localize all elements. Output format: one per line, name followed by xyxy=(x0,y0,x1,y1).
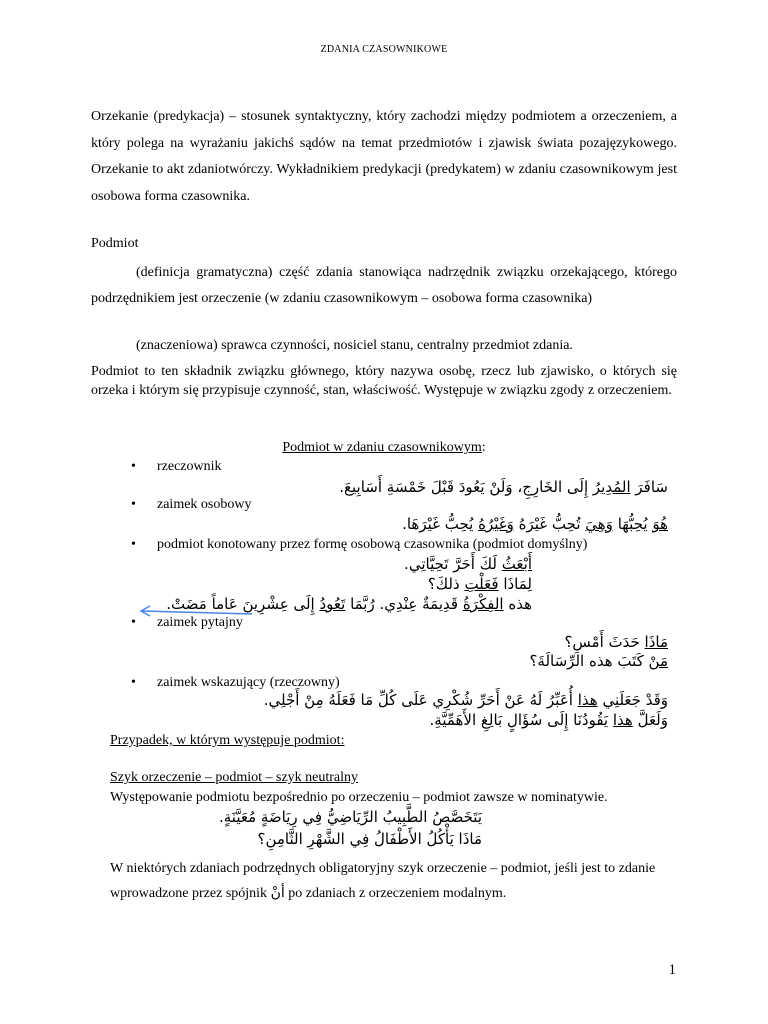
arabic-example: هذه الفِكْرَةُ قَدِيمَةٌ عِنْدِي. رُبَّمَا تَعُودُ إِلَى عِشْرِينَ عَاماً مَضَتْ. xyxy=(166,595,532,613)
intro-paragraph: Orzekanie (predykacja) – stosunek syntaktyczny, który zachodzi między podmiotem a orzeczeniem, a który polega na wyrażaniu jakichś sądów na temat przedmiotów i zjawisk świata pozajęzykowego. Orzekanie to akt zdaniotwórczy. Wykładnikiem predykacji (predykatem) w zdaniu czasownikowym jest osobowa forma czasownika. xyxy=(91,109,677,204)
arabic-example: أَبْعَثُ لَكَ أَحَرَّ تَحِيَّاتِي. xyxy=(404,555,532,573)
bullet-demonstrative-pronoun: zaimek wskazujący (rzeczowny) xyxy=(157,675,340,690)
podmiot-heading: Podmiot xyxy=(91,236,139,251)
arabic-example: مَنْ كَتَبَ هذه الرِّسَالَةَ؟ xyxy=(529,652,668,670)
bullet-dot-icon: • xyxy=(131,497,136,512)
subheading-title: Podmiot w zdaniu czasownikowym xyxy=(282,440,482,455)
subordinate-clause-paragraph: W niektórych zdaniach podrzędnych obligatoryjny szyk orzeczenie – podmiot, jeśli jest to zdanie wprowadzone przez spójnik أنْ po zdaniach z orzeczeniem modalnym. xyxy=(110,861,656,901)
bullet-noun: rzeczownik xyxy=(157,459,222,474)
arabic-example: وَقَدْ جَعَلَنِي هذا أُعَبِّرُ لَهُ عَنْ أَحَرِّ شُكْرِي عَلَى كُلِّ مَا فَعَلَهُ مِنْ أَجْلِي. xyxy=(263,691,668,709)
bullet-dot-icon: • xyxy=(131,459,136,474)
section-subheading xyxy=(0,440,768,456)
nominative-note: Występowanie podmiotu bezpośrednio po orzeczeniu – podmiot zawsze w nominatywie. xyxy=(110,790,608,805)
word-order-heading: Szyk orzeczenie – podmiot – szyk neutralny xyxy=(110,770,359,785)
bullet-dot-icon: • xyxy=(131,615,136,630)
page-header: ZDANIA CZASOWNIKOWE xyxy=(320,44,448,55)
grammatical-definition: (definicja gramatyczna) część zdania stanowiąca nadrzędnik związku orzekającego, którego podrzędnikiem jest orzeczenie (w zdaniu czasownikowym – osobowa forma czasownika) xyxy=(91,265,677,306)
arabic-example: مَاذَا حَدَثَ أَمْسِ؟ xyxy=(564,633,668,651)
page-number: 1 xyxy=(668,962,676,978)
subheading-colon: : xyxy=(481,440,486,455)
bullet-personal-pronoun: zaimek osobowy xyxy=(157,497,252,512)
arabic-example: لِمَاذَا فَعَلْتِ ذلكَ؟ xyxy=(427,575,532,593)
arabic-example: يَتَخَصَّصُ الطَّبِيبُ الرِّيَاضِيُّ فِي رِيَاضَةٍ مُعَيَّنَةٍ. xyxy=(218,808,482,826)
bullet-dot-icon: • xyxy=(131,537,136,552)
bullet-implied-subject: podmiot konotowany przez formę osobową czasownika (podmiot domyślny) xyxy=(157,537,588,552)
arabic-example: وَلَعَلَّ هذا يَقُودُنَا إِلَى سُؤَالٍ بَالِغِ الأَهَمِّيَّةِ. xyxy=(429,711,668,729)
semantic-definition: (znaczeniowa) sprawca czynności, nosiciel stanu, centralny przedmiot zdania. xyxy=(136,338,573,353)
podmiot-description: Podmiot to ten składnik związku głównego, który nazywa osobę, rzecz lub zjawisko, o których się orzeka i którym się przypisuje czynność, stan, właściwość. Występuje w związku zgody z orzeczeniem. xyxy=(91,364,677,398)
arabic-example: سَافَرَ المُدِيرُ إِلَى الخَارِجِ، وَلَنْ يَعُودَ قَبْلَ خَمْسَةِ أَسَابِيعَ. xyxy=(339,478,668,496)
arabic-example: هُوَ يُحِبُّهَا وَهِيَ تُحِبُّ غَيْرَهُ وَغَيْرُهُ يُحِبُّ غَيْرَهَا. xyxy=(402,515,668,533)
bullet-interrogative-pronoun: zaimek pytajny xyxy=(157,615,243,630)
case-heading: Przypadek, w którym występuje podmiot: xyxy=(110,733,345,748)
bullet-dot-icon: • xyxy=(131,675,136,690)
arabic-example: مَاذَا يَأْكُلُ الأَطْفَالُ فِي الشَّهْرِ الثَّامِنِ؟ xyxy=(257,830,482,848)
